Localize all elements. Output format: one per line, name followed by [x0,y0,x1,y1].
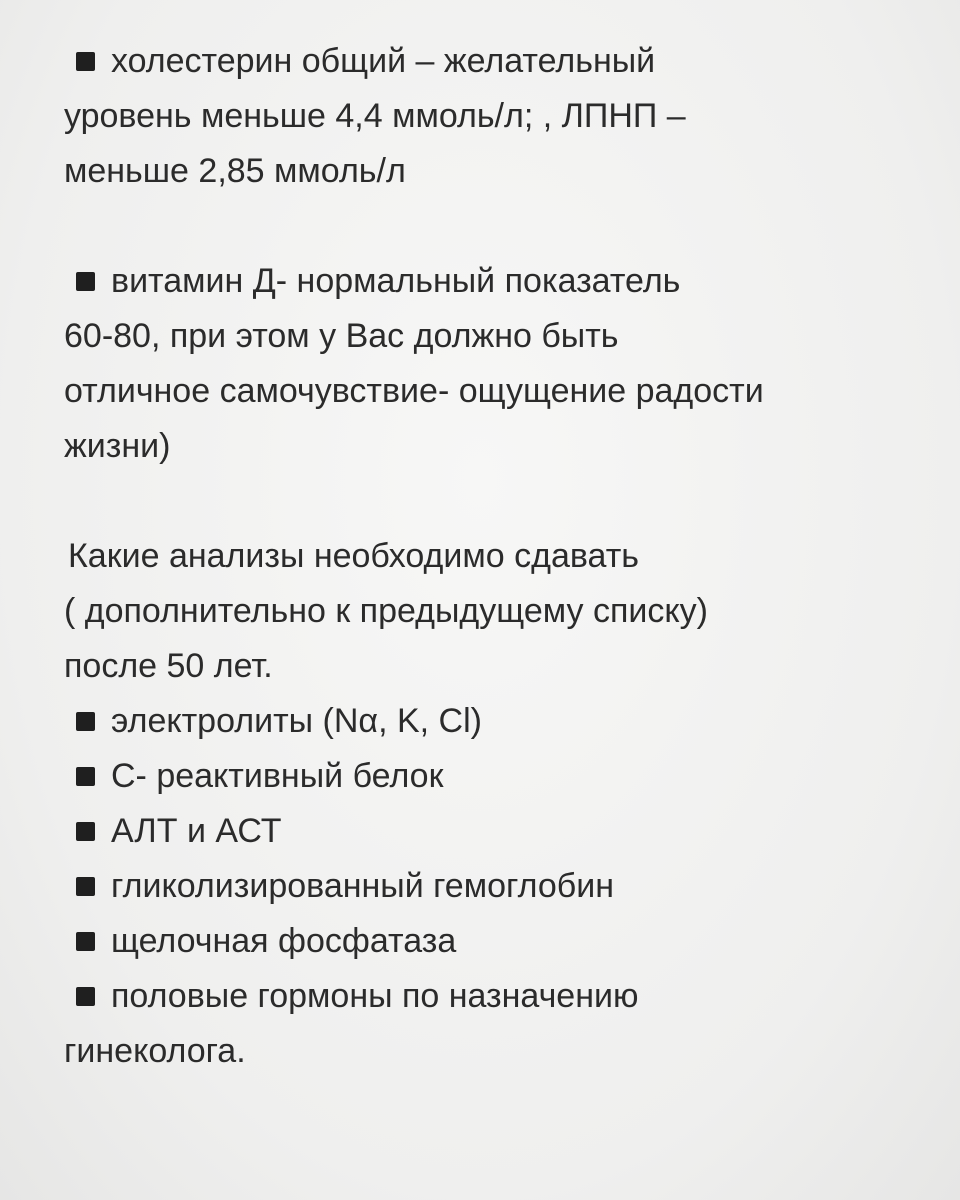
text-line: жизни) [64,427,171,465]
list-item: электролиты (Nα, K, Cl) [64,694,924,749]
text-line: ( дополнительно к предыдущему списку) [64,592,708,630]
after-50-list [64,694,924,1079]
paragraph-gap [64,199,924,254]
text-line: меньше 2,85 ммоль/л [64,152,406,190]
list-item: АЛТ и АСТ [64,804,924,859]
text-line: холестерин общий – желательный [64,34,924,89]
cholesterol-paragraph [64,34,924,199]
list-item: половые гормоны по назначению [64,969,924,1024]
square-bullet-icon [76,987,95,1006]
list-item: гликолизированный гемоглобин [64,859,924,914]
square-bullet-icon [76,932,95,951]
after-50-heading [64,529,924,694]
paragraph-gap [64,474,924,529]
text-line: гинеколога. [64,1032,246,1070]
square-bullet-icon [76,712,95,731]
square-bullet-icon [76,822,95,841]
text-line: отличное самочувствие- ощущение радости [64,372,764,410]
document-content [64,34,924,1079]
text-line: уровень меньше 4,4 ммоль/л; , ЛПНП – [64,97,686,135]
list-item: С- реактивный белок [64,749,924,804]
vitamin-d-paragraph [64,254,924,474]
text-line: Какие анализы необходимо сдавать [68,537,639,575]
text-line: 60-80, при этом у Вас должно быть [64,317,619,355]
list-item: щелочная фосфатаза [64,914,924,969]
square-bullet-icon [76,767,95,786]
text-line: после 50 лет. [64,647,273,685]
square-bullet-icon [76,272,95,291]
square-bullet-icon [76,52,95,71]
square-bullet-icon [76,877,95,896]
text-line: витамин Д- нормальный показатель [64,254,924,309]
